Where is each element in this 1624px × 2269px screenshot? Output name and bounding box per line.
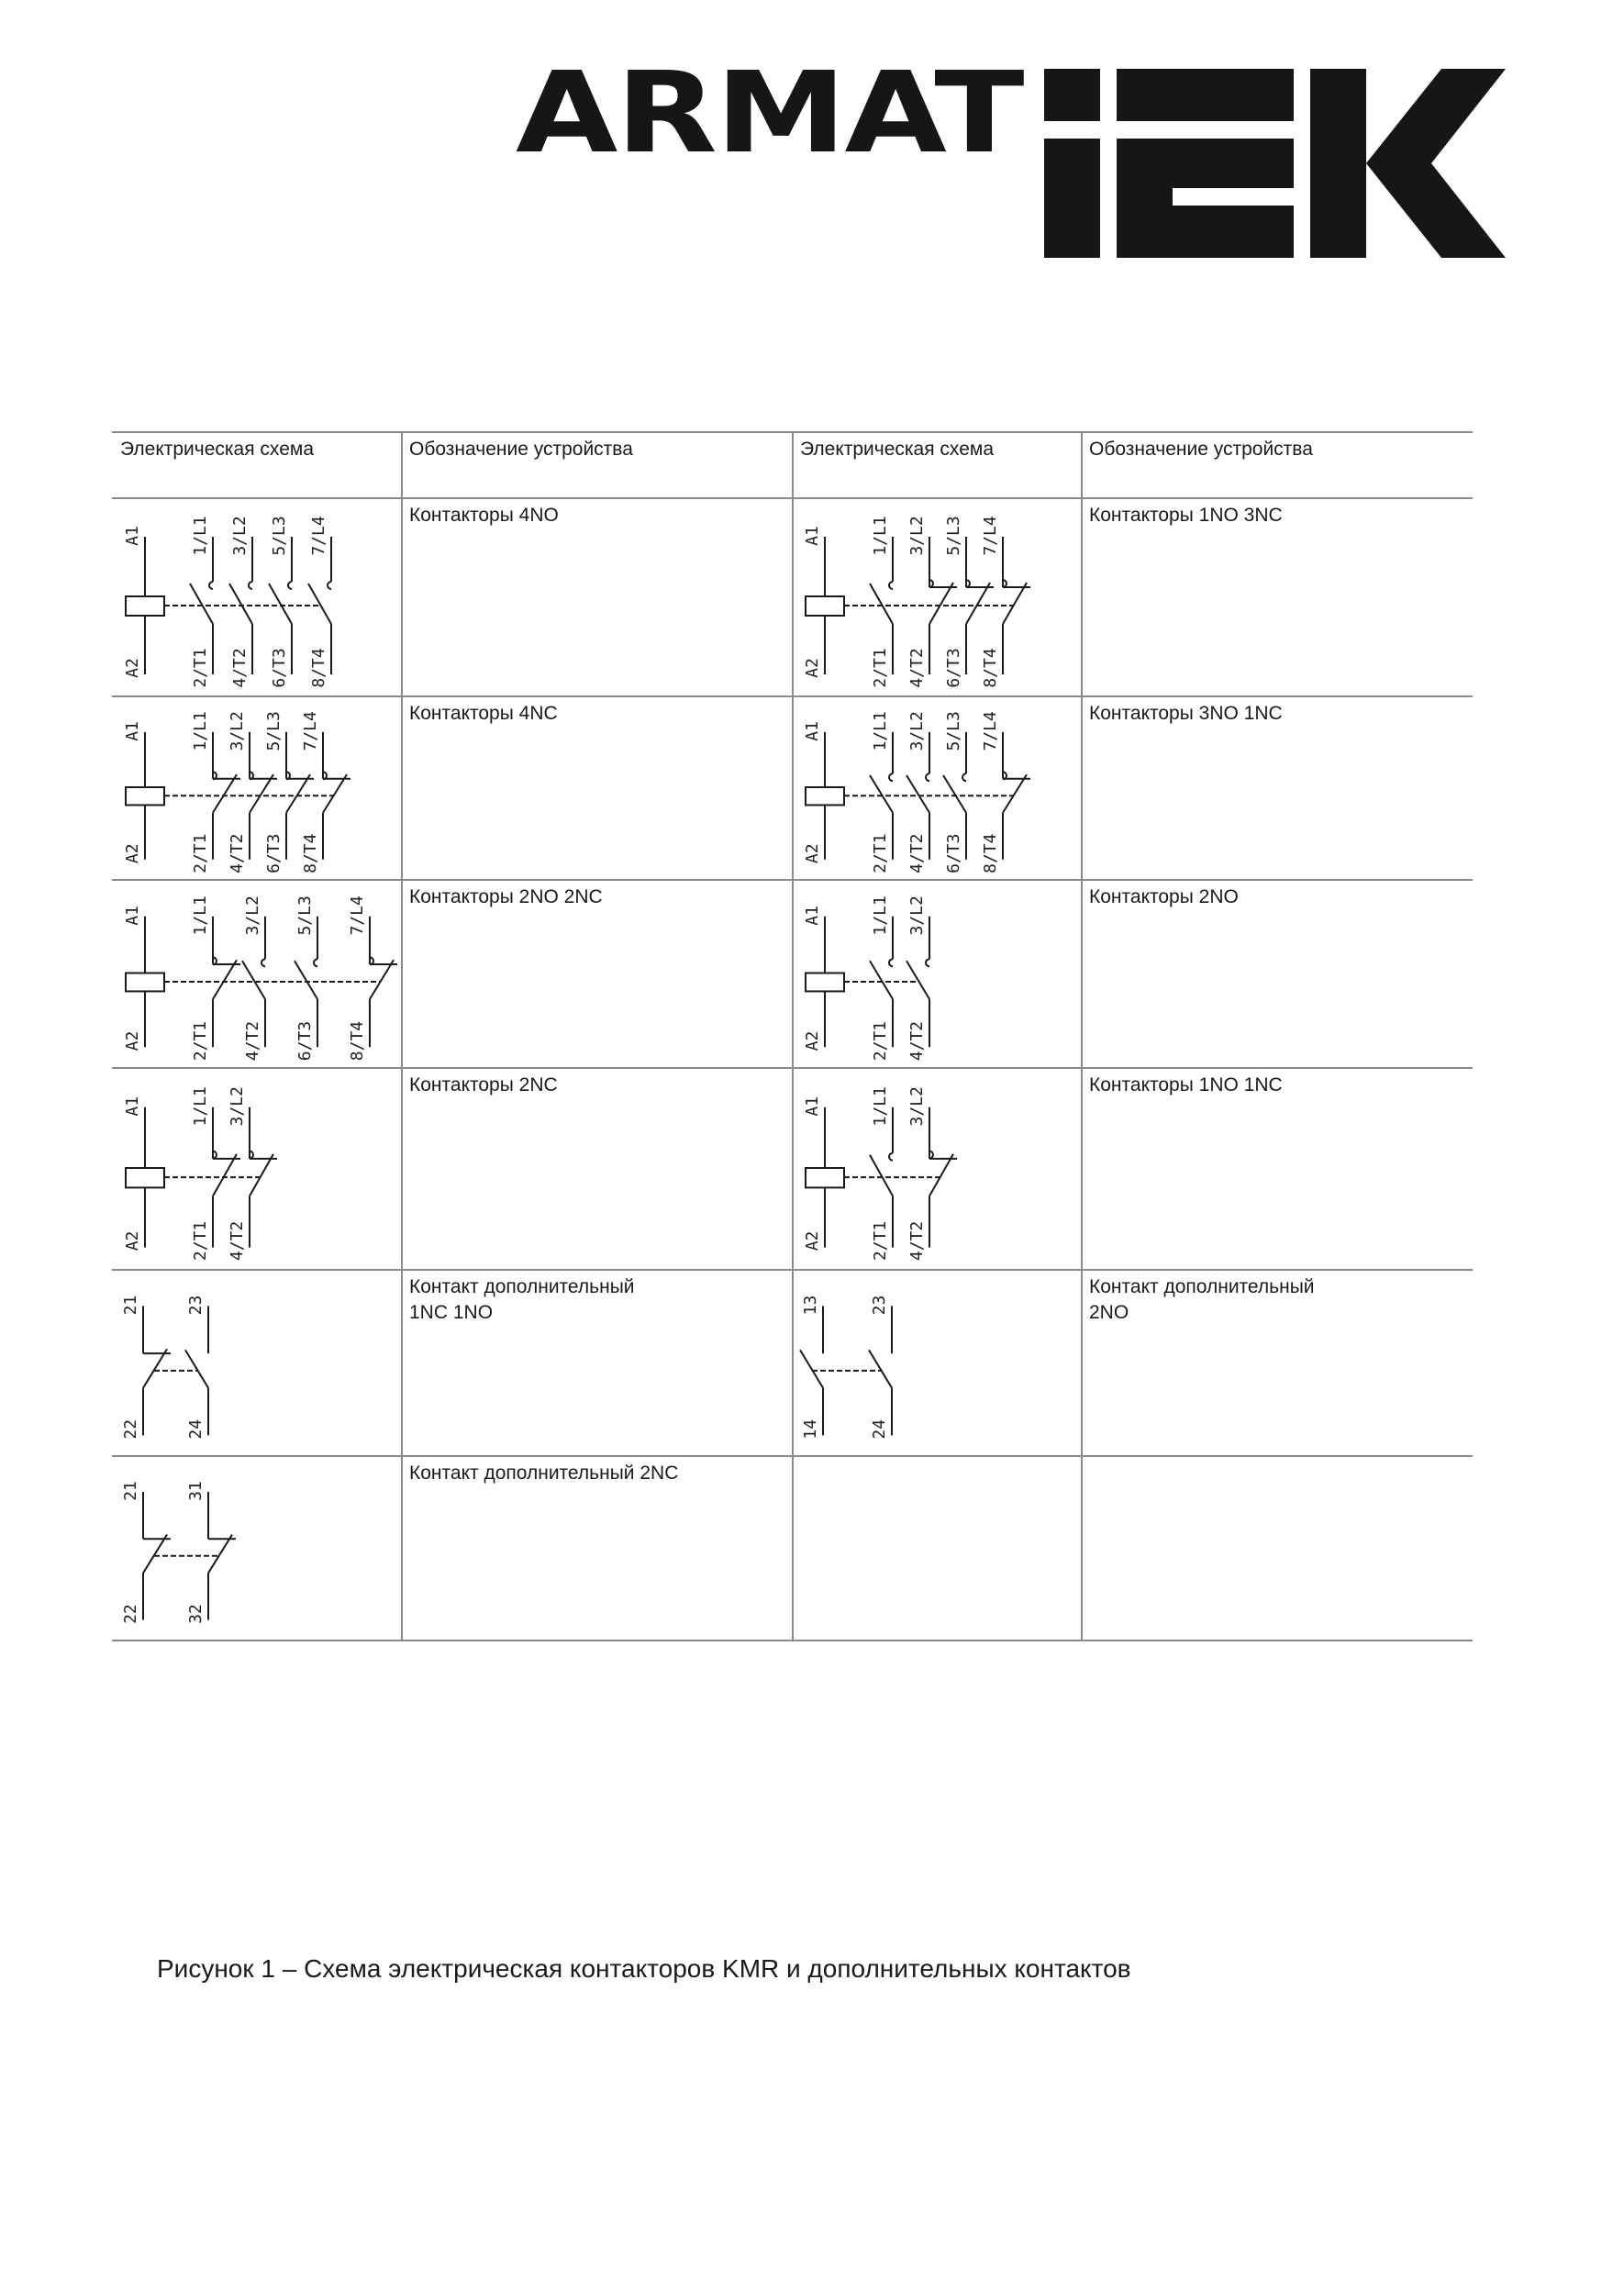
terminal-label-top: 7/L4 — [348, 895, 367, 936]
device-designation: Контакторы 3NO 1NC — [1089, 703, 1283, 724]
coil-label-a1: A1 — [803, 1096, 822, 1117]
terminal-label-top: 3/L2 — [907, 1086, 927, 1127]
contact-line — [185, 1350, 208, 1387]
contact-line — [1003, 583, 1027, 624]
terminal-label-bottom: 2/T1 — [191, 648, 210, 688]
contact-line — [966, 583, 990, 624]
electrical-schematic — [792, 879, 1081, 1067]
contact-line — [870, 775, 893, 813]
table-header: Электрическая схема — [120, 439, 314, 460]
contact-line — [213, 774, 237, 813]
coil-label-a1: A1 — [803, 721, 822, 741]
coil-label-a2: A2 — [803, 658, 822, 678]
coil-label-a1: A1 — [803, 906, 822, 926]
device-designation: Контакторы 2NO 2NC — [409, 886, 603, 907]
coil-icon — [126, 596, 164, 616]
coil-label-a2: A2 — [803, 1230, 822, 1251]
electrical-schematic — [792, 1067, 1081, 1269]
normally-closed-contact — [250, 1107, 277, 1248]
terminal-label-bottom: 4/T2 — [907, 833, 927, 873]
terminal-label-bottom: 8/T4 — [981, 648, 1000, 688]
terminal-hook — [926, 959, 929, 966]
terminal-label-bottom: 2/T1 — [191, 1220, 210, 1262]
terminal-label-top: 5/L3 — [944, 516, 963, 556]
electrical-schematic — [792, 1269, 1081, 1455]
terminal-label-top: 31 — [186, 1481, 206, 1501]
terminal-label-bottom: 8/T4 — [301, 833, 320, 873]
logo-iek — [0, 0, 1624, 275]
terminal-label-top: 7/L4 — [301, 711, 320, 751]
device-designation: Контакторы 1NO 1NC — [1089, 1074, 1283, 1096]
device-designation: Контакторы 1NO 3NC — [1089, 505, 1283, 526]
terminal-label-bottom: 22 — [121, 1418, 140, 1440]
terminal-label-bottom: 4/T2 — [228, 833, 247, 873]
coil-icon — [806, 787, 844, 805]
terminal-label-top: 1/L1 — [191, 895, 210, 936]
terminal-label-top: 7/L4 — [981, 711, 1000, 751]
normally-open-contact — [800, 1306, 823, 1435]
terminal-hook — [889, 582, 893, 589]
device-designation: Контакт дополнительный 1NC 1NO — [409, 1276, 635, 1323]
terminal-label-bottom: 2/T1 — [871, 1020, 890, 1062]
terminal-label-top: 1/L1 — [871, 516, 890, 556]
device-designation: Контакторы 4NC — [409, 703, 558, 724]
contact-line — [870, 584, 893, 624]
table-header: Обозначение устройства — [409, 439, 633, 460]
terminal-label-top: 21 — [121, 1295, 140, 1316]
coil-label-a1: A1 — [803, 526, 822, 546]
terminal-hook — [288, 582, 292, 589]
contact-line — [250, 1154, 273, 1196]
table-column-divider — [401, 431, 403, 1640]
contact-line — [242, 961, 265, 999]
terminal-label-top: 5/L3 — [264, 711, 284, 751]
terminal-hook — [261, 959, 265, 966]
terminal-hook — [249, 582, 252, 589]
terminal-label-top: 5/L3 — [295, 895, 315, 936]
table-column-divider — [1081, 431, 1083, 1640]
logo-armat: ARMAT — [516, 48, 1023, 178]
coil-icon — [126, 973, 164, 992]
device-designation: Контакторы 2NO — [1089, 886, 1239, 907]
contact-line — [1003, 774, 1027, 813]
terminal-label-bottom: 6/T3 — [944, 648, 963, 688]
contact-line — [213, 1154, 237, 1196]
terminal-label-top: 23 — [186, 1295, 206, 1316]
terminal-label-top: 3/L2 — [228, 1086, 247, 1127]
coil-icon — [806, 1168, 844, 1187]
terminal-label-top: 3/L2 — [907, 711, 927, 751]
device-designation: Контакторы 4NO — [409, 505, 559, 526]
terminal-label-top: 3/L2 — [228, 711, 247, 751]
contact-line — [870, 961, 893, 999]
contact-line — [800, 1350, 823, 1387]
coil-icon — [806, 596, 844, 616]
terminal-label-top: 1/L1 — [191, 1086, 210, 1127]
normally-closed-contact — [1003, 537, 1030, 674]
electrical-schematic — [112, 1269, 401, 1455]
terminal-label-bottom: 6/T3 — [944, 833, 963, 873]
contact-line — [943, 775, 966, 813]
electrical-schematic — [792, 695, 1081, 879]
terminal-label-top: 5/L3 — [944, 711, 963, 751]
terminal-label-top: 3/L2 — [230, 516, 250, 556]
terminal-label-bottom: 14 — [801, 1418, 820, 1440]
terminal-hook — [889, 959, 893, 966]
terminal-label-bottom: 32 — [186, 1604, 206, 1624]
terminal-hook — [962, 773, 966, 781]
contact-line — [870, 1155, 893, 1196]
electrical-schematic — [792, 497, 1081, 695]
terminal-label-bottom: 4/T2 — [228, 1220, 247, 1262]
contact-line — [143, 1535, 167, 1574]
terminal-label-bottom: 6/T3 — [264, 833, 284, 873]
contact-line — [250, 774, 273, 813]
contact-line — [323, 774, 347, 813]
terminal-label-bottom: 2/T1 — [871, 1220, 890, 1262]
terminal-label-top: 1/L1 — [871, 1086, 890, 1127]
contact-line — [295, 961, 317, 999]
terminal-label-bottom: 2/T1 — [871, 648, 890, 688]
contact-line — [143, 1349, 167, 1387]
terminal-hook — [889, 1153, 893, 1161]
terminal-hook — [314, 959, 317, 966]
contact-line — [907, 775, 929, 813]
terminal-label-bottom: 6/T3 — [270, 648, 289, 688]
coil-label-a1: A1 — [123, 1096, 142, 1117]
normally-closed-contact — [1003, 732, 1030, 860]
coil-label-a2: A2 — [123, 843, 142, 864]
terminal-label-bottom: 8/T4 — [348, 1020, 367, 1062]
terminal-hook — [889, 773, 893, 781]
coil-label-a1: A1 — [123, 721, 142, 741]
coil-icon — [126, 787, 164, 805]
terminal-label-bottom: 4/T2 — [907, 1020, 927, 1062]
coil-icon — [126, 1168, 164, 1187]
terminal-label-bottom: 4/T2 — [907, 1220, 927, 1262]
terminal-label-top: 1/L1 — [871, 711, 890, 751]
terminal-label-top: 23 — [870, 1295, 889, 1316]
terminal-label-bottom: 22 — [121, 1604, 140, 1624]
terminal-label-top: 5/L3 — [270, 516, 289, 556]
device-designation: Контакт дополнительный 2NO — [1089, 1276, 1315, 1323]
coil-label-a2: A2 — [803, 1030, 822, 1051]
terminal-hook — [926, 773, 929, 781]
terminal-label-top: 13 — [801, 1295, 820, 1316]
terminal-hook — [209, 582, 213, 589]
terminal-label-top: 3/L2 — [243, 895, 262, 936]
terminal-label-top: 1/L1 — [191, 711, 210, 751]
terminal-label-bottom: 2/T1 — [871, 833, 890, 873]
electrical-schematic — [112, 1067, 401, 1269]
contact-line — [929, 583, 953, 624]
terminal-label-top: 1/L1 — [191, 516, 210, 556]
coil-label-a2: A2 — [123, 658, 142, 678]
terminal-label-top: 7/L4 — [981, 516, 1000, 556]
coil-icon — [806, 973, 844, 992]
terminal-label-bottom: 8/T4 — [309, 648, 328, 688]
terminal-label-bottom: 4/T2 — [907, 648, 927, 688]
table-row-divider — [112, 1640, 1473, 1641]
coil-label-a2: A2 — [123, 1230, 142, 1251]
normally-closed-contact — [323, 732, 350, 860]
terminal-label-bottom: 8/T4 — [981, 833, 1000, 873]
terminal-label-top: 3/L2 — [907, 516, 927, 556]
device-designation: Контакт дополнительный 2NC — [409, 1463, 679, 1484]
contact-line — [869, 1350, 892, 1387]
table-header: Обозначение устройства — [1089, 439, 1313, 460]
contact-line — [229, 584, 252, 624]
terminal-label-top: 7/L4 — [309, 516, 328, 556]
terminal-label-bottom: 24 — [870, 1418, 889, 1440]
contact-line — [269, 584, 292, 624]
terminal-label-bottom: 4/T2 — [243, 1020, 262, 1062]
table-header: Электрическая схема — [800, 439, 994, 460]
electrical-schematic — [112, 695, 401, 879]
terminal-label-top: 1/L1 — [871, 895, 890, 936]
terminal-label-top: 3/L2 — [907, 895, 927, 936]
electrical-schematic — [112, 497, 401, 695]
terminal-label-bottom: 2/T1 — [191, 833, 210, 873]
coil-label-a1: A1 — [123, 526, 142, 546]
contact-line — [370, 960, 394, 999]
contact-line — [929, 1154, 953, 1196]
terminal-label-top: 21 — [121, 1481, 140, 1501]
contact-line — [907, 961, 929, 999]
contact-line — [208, 1535, 232, 1574]
electrical-schematic — [112, 1455, 401, 1640]
contact-line — [308, 584, 331, 624]
normally-closed-contact — [929, 1107, 957, 1248]
terminal-label-bottom: 24 — [186, 1418, 206, 1440]
contact-line — [213, 960, 237, 999]
contact-line — [286, 774, 310, 813]
figure-caption: Рисунок 1 – Схема электрическая контакторов KMR и дополнительных контактов — [157, 1954, 1131, 1983]
coil-label-a1: A1 — [123, 906, 142, 926]
electrical-schematic — [112, 879, 401, 1067]
terminal-hook — [328, 582, 331, 589]
coil-label-a2: A2 — [123, 1030, 142, 1051]
terminal-label-bottom: 2/T1 — [191, 1020, 210, 1062]
terminal-label-bottom: 6/T3 — [295, 1020, 315, 1062]
contact-line — [190, 584, 213, 624]
device-designation: Контакторы 2NC — [409, 1074, 558, 1096]
coil-label-a2: A2 — [803, 843, 822, 864]
terminal-label-bottom: 4/T2 — [230, 648, 250, 688]
